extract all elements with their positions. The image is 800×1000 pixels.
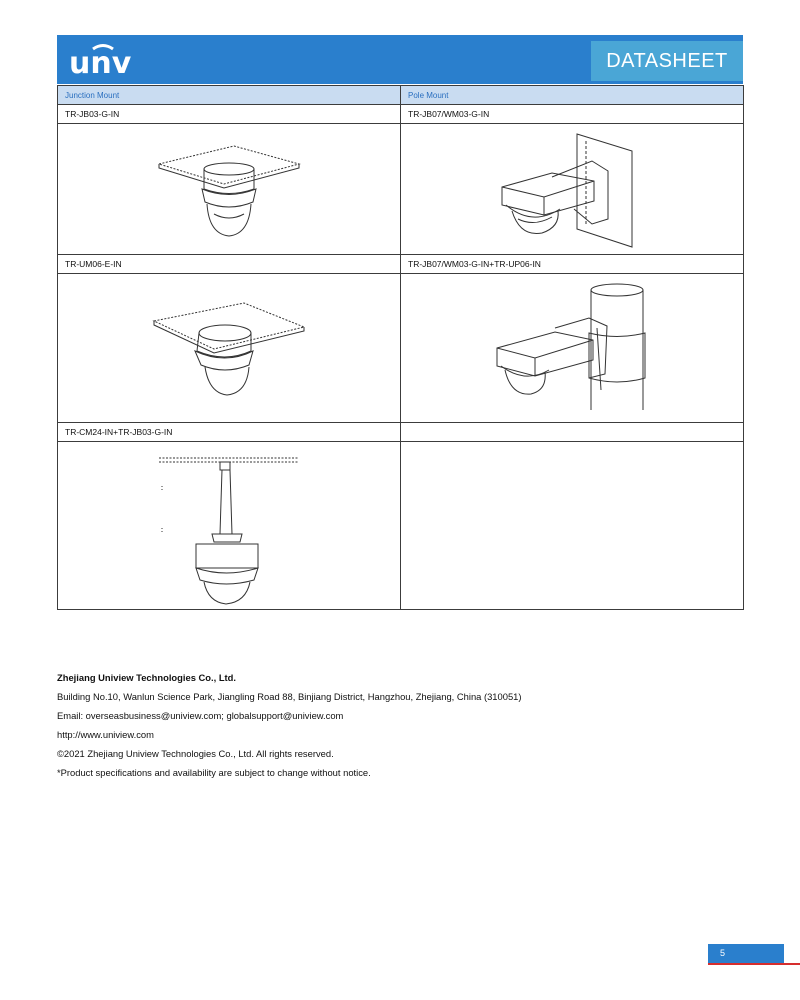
product-label: TR-CM24-IN+TR-JB03-G-IN bbox=[58, 423, 401, 442]
company-address: Building No.10, Wanlun Science Park, Jiangling Road 88, Binjiang District, Hangzhou, Zhejiang, China (310051) bbox=[57, 691, 522, 702]
table-header-row bbox=[58, 86, 744, 105]
table-row bbox=[58, 255, 744, 274]
footer bbox=[57, 668, 522, 782]
mount-table bbox=[57, 85, 744, 610]
company-website[interactable]: http://www.uniview.com bbox=[57, 729, 154, 740]
pole-mount-camera-icon bbox=[477, 278, 667, 418]
svg-text:unv: unv bbox=[69, 46, 132, 81]
product-label: TR-UM06-E-IN bbox=[58, 255, 401, 274]
table-row bbox=[58, 423, 744, 442]
page-number: 5 bbox=[708, 944, 784, 963]
dome-camera-square-plate-icon bbox=[139, 134, 319, 244]
table-row bbox=[58, 105, 744, 124]
page-divider bbox=[708, 963, 800, 965]
unv-logo bbox=[67, 39, 139, 81]
table-row bbox=[58, 274, 744, 423]
product-label: TR-JB07/WM03-G-IN bbox=[401, 105, 744, 124]
header-bar bbox=[57, 35, 743, 84]
column-header: Junction Mount bbox=[58, 86, 401, 105]
company-name: Zhejiang Uniview Technologies Co., Ltd. bbox=[57, 672, 237, 683]
table-row bbox=[58, 442, 744, 610]
product-image-cell bbox=[58, 274, 401, 423]
product-image-cell bbox=[58, 442, 401, 610]
product-image-cell bbox=[401, 274, 744, 423]
wall-mount-camera-icon bbox=[482, 129, 662, 249]
copyright: ©2021 Zhejiang Uniview Technologies Co., Ltd. All rights reserved. bbox=[57, 748, 334, 759]
empty-cell bbox=[401, 442, 744, 610]
product-label: TR-JB07/WM03-G-IN+TR-UP06-IN bbox=[401, 255, 744, 274]
pendant-mount-camera-icon bbox=[154, 446, 304, 606]
dome-camera-tilted-plate-icon bbox=[139, 293, 319, 403]
notice: *Product specifications and availability are subject to change without notice. bbox=[57, 767, 371, 778]
product-label: TR-JB03-G-IN bbox=[58, 105, 401, 124]
column-header: Pole Mount bbox=[401, 86, 744, 105]
table-row bbox=[58, 124, 744, 255]
product-image-cell bbox=[401, 124, 744, 255]
company-email[interactable]: Email: overseasbusiness@uniview.com; globalsupport@uniview.com bbox=[57, 710, 344, 721]
product-image-cell bbox=[58, 124, 401, 255]
product-label bbox=[401, 423, 744, 442]
datasheet-badge: DATASHEET bbox=[591, 41, 743, 81]
